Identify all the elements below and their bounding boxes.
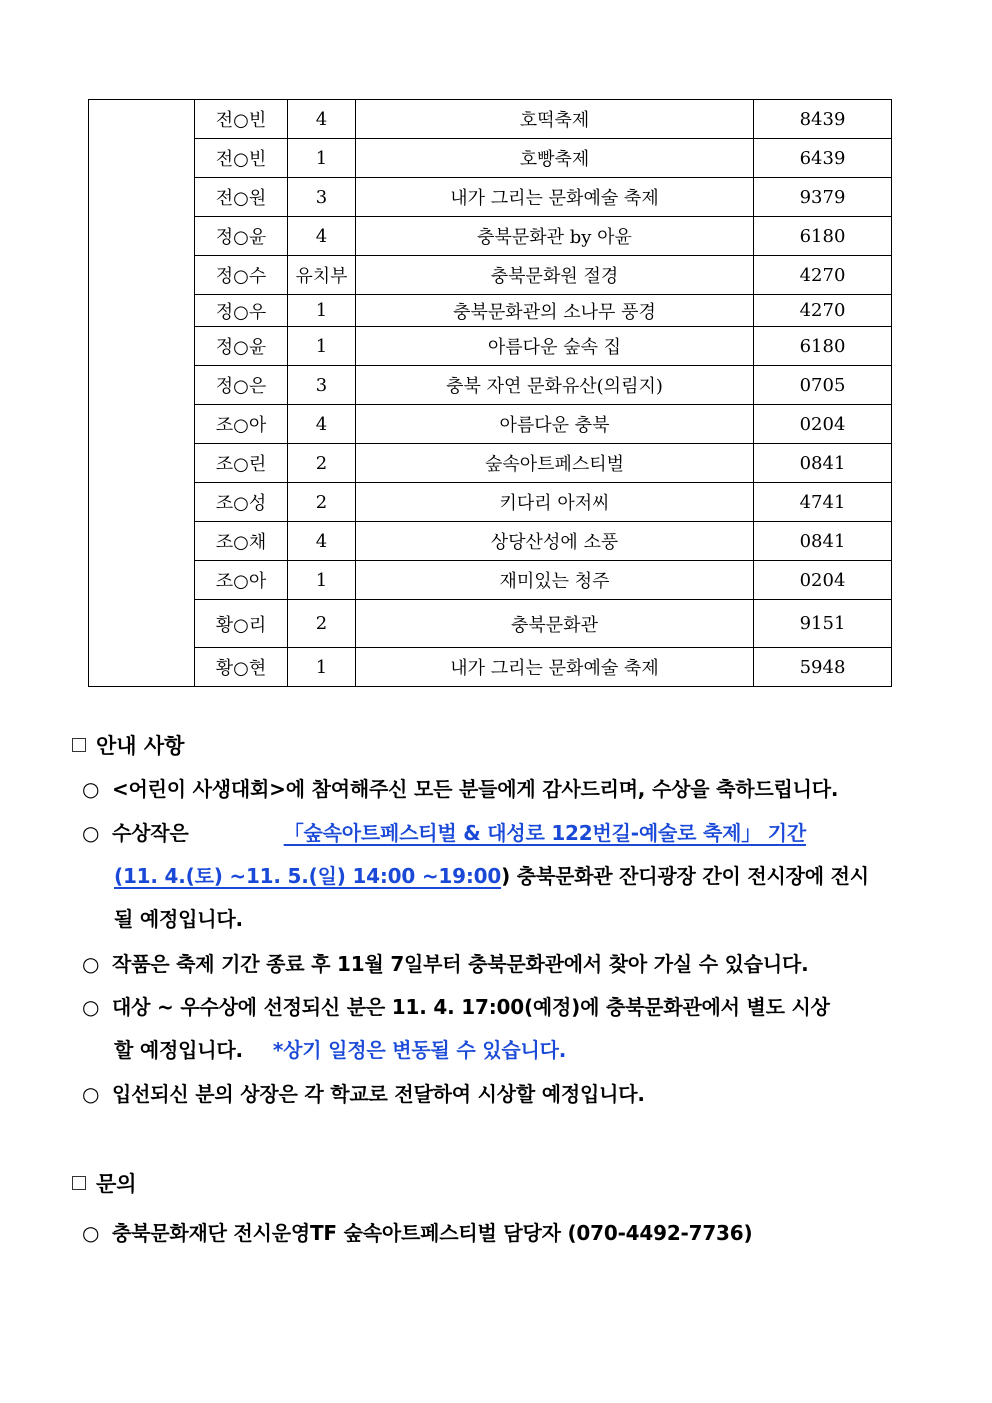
table-row <box>89 217 892 256</box>
table-row <box>89 444 892 483</box>
grade-cell: 4 <box>288 100 356 139</box>
table-row <box>89 600 892 648</box>
circle-bullet-icon: ○ <box>82 777 100 801</box>
table-row <box>89 256 892 295</box>
grade-cell: 4 <box>288 405 356 444</box>
name-cell: 전○빈 <box>195 100 288 139</box>
title-cell: 키다리 아저씨 <box>356 483 754 522</box>
inquiry-item-contact: ○ 충북문화재단 전시운영TF 숲속아트페스티벌 담당자 (070-4492-7736) <box>82 1212 924 1255</box>
title-cell: 호떡축제 <box>356 100 754 139</box>
inquiry-heading: 문의 <box>72 1168 137 1198</box>
name-cell: 조○린 <box>195 444 288 483</box>
code-cell: 0841 <box>754 444 892 483</box>
code-cell: 8439 <box>754 100 892 139</box>
table-row <box>89 100 892 139</box>
table-row <box>89 561 892 600</box>
circle-bullet-icon: ○ <box>82 952 100 976</box>
table-row <box>89 648 892 687</box>
code-cell: 4741 <box>754 483 892 522</box>
name-cell: 전○원 <box>195 178 288 217</box>
circle-bullet-icon: ○ <box>82 995 100 1019</box>
name-cell: 정○은 <box>195 366 288 405</box>
name-cell: 전○빈 <box>195 139 288 178</box>
title-cell: 내가 그리는 문화예술 축제 <box>356 648 754 687</box>
table-row <box>89 366 892 405</box>
name-cell: 황○리 <box>195 600 288 648</box>
schedule-note: *상기 일정은 변동될 수 있습니다. <box>272 1038 567 1062</box>
title-cell: 충북문화원 절경 <box>356 256 754 295</box>
awards-table <box>88 99 892 687</box>
grade-cell: 1 <box>288 561 356 600</box>
title-cell: 내가 그리는 문화예술 축제 <box>356 178 754 217</box>
title-cell: 숲속아트페스티벌 <box>356 444 754 483</box>
notice-heading: 안내 사항 <box>72 730 184 760</box>
grade-cell: 1 <box>288 139 356 178</box>
grade-cell: 유치부 <box>288 256 356 295</box>
title-cell: 충북문화관의 소나무 풍경 <box>356 295 754 327</box>
name-cell: 정○윤 <box>195 327 288 366</box>
festival-period-link[interactable]: 「숲속아트페스티벌 & 대성로 122번길-예술로 축제」 기간 <box>283 821 806 845</box>
grade-cell: 2 <box>288 444 356 483</box>
grade-cell: 1 <box>288 295 356 327</box>
title-cell: 충북 자연 문화유산(의림지) <box>356 366 754 405</box>
table-row <box>89 139 892 178</box>
name-cell: 정○윤 <box>195 217 288 256</box>
circle-bullet-icon: ○ <box>82 1221 100 1245</box>
circle-bullet-icon: ○ <box>82 821 100 845</box>
name-cell: 황○현 <box>195 648 288 687</box>
code-cell: 9379 <box>754 178 892 217</box>
square-bullet-icon <box>72 1176 86 1190</box>
grade-cell: 2 <box>288 483 356 522</box>
table-row <box>89 327 892 366</box>
notice-item-pickup: ○ 작품은 축제 기간 종료 후 11월 7일부터 충북문화관에서 찾아 가실 수 있습니다. <box>82 943 924 986</box>
name-cell: 조○채 <box>195 522 288 561</box>
title-cell: 상당산성에 소풍 <box>356 522 754 561</box>
code-cell: 6180 <box>754 217 892 256</box>
name-cell: 정○우 <box>195 295 288 327</box>
code-cell: 0705 <box>754 366 892 405</box>
notice-item-certificate: ○ 입선되신 분의 상장은 각 학교로 전달하여 시상할 예정입니다. <box>82 1073 924 1116</box>
grade-cell: 4 <box>288 217 356 256</box>
grade-cell: 3 <box>288 178 356 217</box>
table-row <box>89 483 892 522</box>
name-cell: 조○아 <box>195 405 288 444</box>
code-cell: 0204 <box>754 561 892 600</box>
grade-cell: 1 <box>288 327 356 366</box>
name-cell: 조○성 <box>195 483 288 522</box>
table-row <box>89 405 892 444</box>
notice-item-ceremony: ○ 대상 ~ 우수상에 선정되신 분은 11. 4. 17:00(예정)에 충북문화관에서 별도 시상 할 예정입니다. *상기 일정은 변동될 수 있습니다. <box>82 986 924 1072</box>
title-cell: 호빵축제 <box>356 139 754 178</box>
title-cell: 아름다운 충북 <box>356 405 754 444</box>
code-cell: 4270 <box>754 295 892 327</box>
grade-cell: 1 <box>288 648 356 687</box>
festival-date-link[interactable]: (11. 4.(토) ~11. 5.(일) 14:00 ~19:00 <box>114 864 502 888</box>
name-cell: 조○아 <box>195 561 288 600</box>
category-cell <box>89 100 195 687</box>
code-cell: 6439 <box>754 139 892 178</box>
code-cell: 4270 <box>754 256 892 295</box>
code-cell: 0841 <box>754 522 892 561</box>
name-cell: 정○수 <box>195 256 288 295</box>
code-cell: 6180 <box>754 327 892 366</box>
circle-bullet-icon: ○ <box>82 1082 100 1106</box>
table-row <box>89 178 892 217</box>
grade-cell: 4 <box>288 522 356 561</box>
title-cell: 아름다운 숲속 집 <box>356 327 754 366</box>
square-bullet-icon <box>72 738 86 752</box>
code-cell: 5948 <box>754 648 892 687</box>
table-row <box>89 522 892 561</box>
table-row <box>89 295 892 327</box>
grade-cell: 2 <box>288 600 356 648</box>
title-cell: 충북문화관 by 아윤 <box>356 217 754 256</box>
grade-cell: 3 <box>288 366 356 405</box>
notice-item-thanks: ○ <어린이 사생대회>에 참여해주신 모든 분들에게 감사드리며, 수상을 축하드립니다. <box>82 768 924 811</box>
notice-item-exhibition: ○ 수상작은 「숲속아트페스티벌 & 대성로 122번길-예술로 축제」 기간 (11. 4.(토) ~11. 5.(일) 14:00 ~19:00) 충북문화관 잔디광장 간이 전시장에 전시 될 예정입니다. <box>82 812 924 941</box>
code-cell: 9151 <box>754 600 892 648</box>
code-cell: 0204 <box>754 405 892 444</box>
title-cell: 충북문화관 <box>356 600 754 648</box>
title-cell: 재미있는 청주 <box>356 561 754 600</box>
